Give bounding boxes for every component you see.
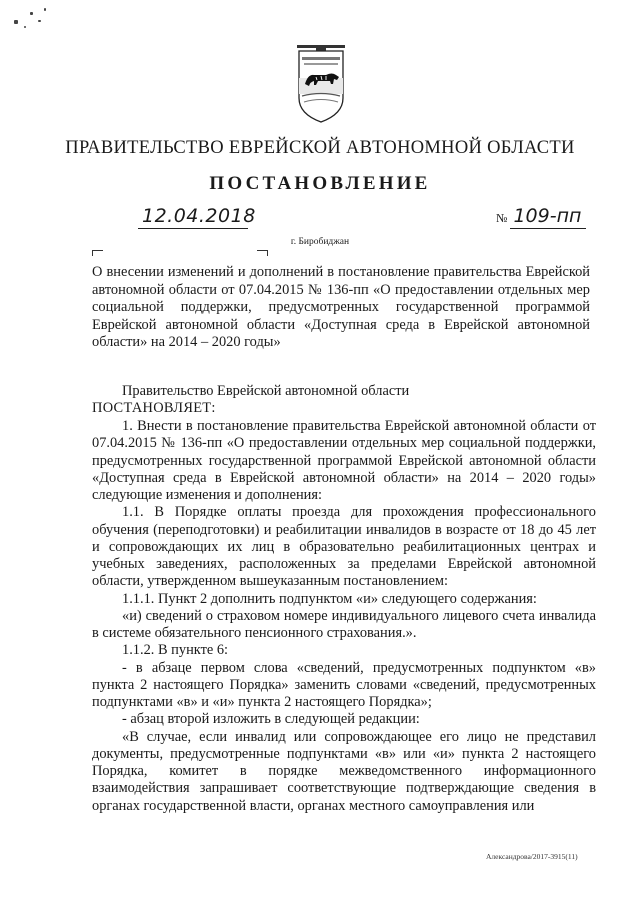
scan-speck [30, 12, 33, 15]
date-underline [138, 228, 248, 229]
bracket-left [92, 250, 103, 256]
preamble-line: Правительство Еврейской автономной области [122, 383, 410, 399]
city-label: г. Биробиджан [290, 237, 350, 247]
paragraph: 1.1.2. В пункте 6: [122, 642, 229, 659]
decree-date: 12.04.2018 [142, 205, 256, 227]
footer-reference: Александрова/2017-3915(11) [486, 852, 578, 861]
decree-subject: О внесении изменений и дополнений в постановление правительства Еврейской автономной области от 07.04.2015 № 136-пп «О предоставлении отдельных мер социальной поддержки, предусмотренных государственной программой Еврейской автономной области «Доступная среда в Еврейской автономной области» на 2014 – 2020 годы» [92, 264, 590, 350]
paragraph: 1.1.1. Пункт 2 дополнить подпунктом «и» следующего содержания: [122, 590, 537, 607]
decree-title: ПОСТАНОВЛЕНИЕ [209, 173, 431, 194]
coat-of-arms-icon [296, 44, 346, 124]
paragraph: «и) сведений о страховом номере индивидуального лицевого счета инвалида в системе обязательного пенсионного страхования.». [92, 607, 596, 641]
bracket-right [257, 250, 268, 256]
scan-speck [38, 20, 41, 22]
resolves-label: ПОСТАНОВЛЯЕТ: [92, 400, 216, 416]
paragraph: «В случае, если инвалид или сопровождающее его лицо не представил документы, предусмотренные подпунктами «в» или «и» пункта 2 настоящего Порядка, комитет в порядке межведомственного информационного взаимодействия запрашивает соответствующие подтверждающие сведения в органах государственной власти, органах местного самоуправления или [92, 728, 596, 814]
paragraph: - абзац второй изложить в следующей редакции: [122, 711, 420, 728]
scan-speck [14, 20, 18, 24]
scan-speck [24, 26, 26, 28]
decree-body [92, 418, 596, 815]
decree-number: 109-пп [513, 205, 582, 227]
paragraph: 1.1. В Порядке оплаты проезда для прохождения профессионального обучения (переподготовки) и реабилитации инвалидов в возрасте от 18 до 45 лет и сопровождающих их лиц в образовательно реабилитационных центрах и учебных заведениях, расположенных за пределами Еврейской автономной области, утвержденном вышеуказанным постановлением: [92, 504, 596, 590]
paragraph: 1. Внести в постановление правительства Еврейской автономной области от 07.04.2015 № 136-пп «О предоставлении отдельных мер социальной поддержки, предусмотренных государственной программой Еврейской автономной области «Доступная среда в Еврейской автономной области» на 2014 – 2020 годы» следующие изменения и дополнения: [92, 418, 596, 503]
paragraph: - в абзаце первом слова «сведений, предусмотренных подпунктом «в» пункта 2 настоящего Порядка» заменить словами «сведений, предусмотренных подпунктами «в» и «и» пункта 2 настоящего Порядка»; [92, 659, 596, 710]
number-underline [510, 228, 586, 229]
decree-number-block [496, 205, 581, 227]
scan-speck [44, 8, 46, 11]
number-sign: № [496, 211, 508, 225]
government-title: ПРАВИТЕЛЬСТВО ЕВРЕЙСКОЙ АВТОНОМНОЙ ОБЛАСТИ [65, 138, 575, 158]
